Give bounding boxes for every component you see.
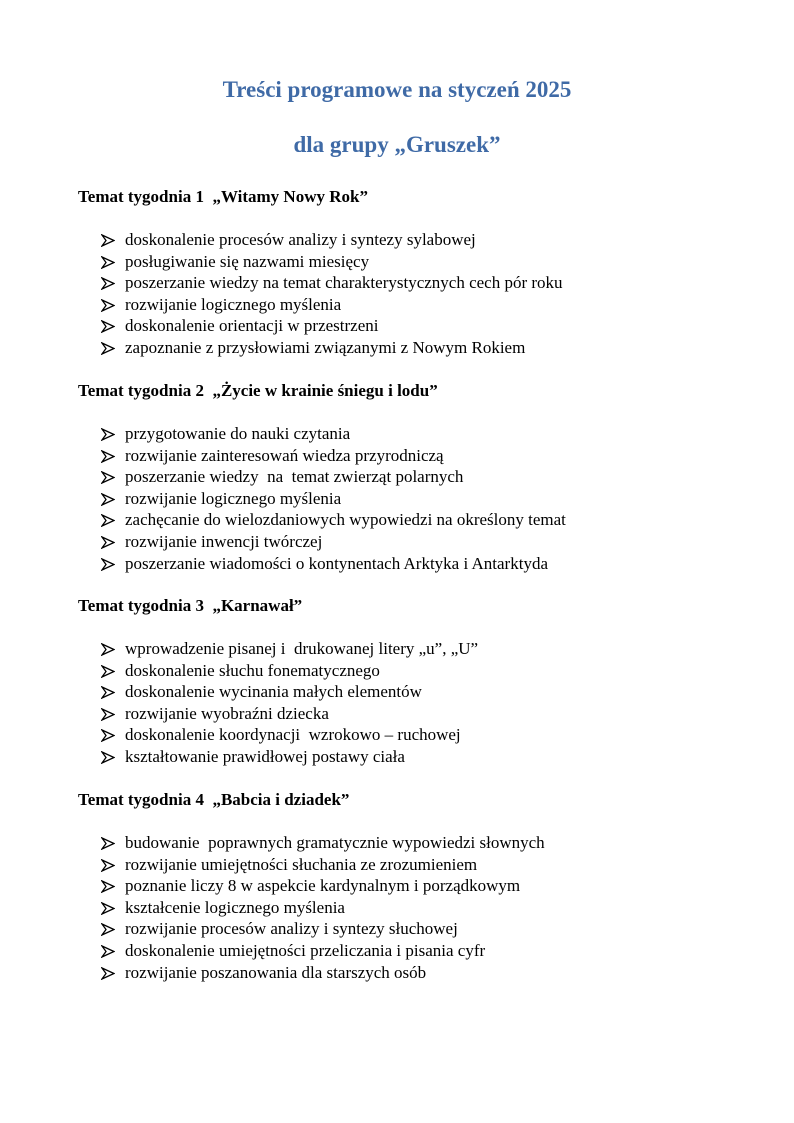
list-item bbox=[78, 423, 758, 445]
list-item bbox=[78, 746, 758, 768]
list-item bbox=[78, 531, 758, 553]
document-title: Treści programowe na styczeń 2025 bbox=[222, 77, 572, 102]
list-item-text: zachęcanie do wielozdaniowych wypowiedzi na określony temat bbox=[125, 510, 566, 530]
list-item-text: rozwijanie zainteresowań wiedza przyrodniczą bbox=[125, 445, 444, 465]
arrowhead-bullet-icon bbox=[101, 638, 117, 660]
list-item-text: doskonalenie umiejętności przeliczania i pisania cyfr bbox=[125, 940, 486, 960]
arrowhead-bullet-icon bbox=[101, 337, 117, 359]
arrowhead-bullet-icon bbox=[101, 509, 117, 531]
arrowhead-bullet-icon bbox=[101, 251, 117, 273]
list-item bbox=[78, 638, 758, 660]
list-item bbox=[78, 832, 758, 854]
arrowhead-bullet-icon bbox=[101, 229, 117, 251]
arrowhead-bullet-icon bbox=[101, 553, 117, 575]
list-item bbox=[78, 315, 758, 337]
list-item-text: doskonalenie słuchu fonematycznego bbox=[125, 660, 380, 680]
list-item bbox=[78, 897, 758, 919]
list-item-text: kształtowanie prawidłowej postawy ciała bbox=[125, 746, 405, 766]
arrowhead-bullet-icon bbox=[101, 466, 117, 488]
list-item-text: rozwijanie logicznego myślenia bbox=[125, 294, 342, 314]
week-heading: Temat tygodnia 1 „Witamy Nowy Rok” bbox=[78, 187, 368, 206]
list-item-text: rozwijanie umiejętności słuchania ze zrozumieniem bbox=[125, 854, 478, 874]
list-item-text: przygotowanie do nauki czytania bbox=[125, 424, 351, 443]
week-heading: Temat tygodnia 2 „Życie w krainie śniegu i lodu” bbox=[78, 381, 438, 400]
list-item bbox=[78, 445, 758, 467]
list-item bbox=[78, 509, 758, 531]
topic-list bbox=[78, 229, 758, 359]
arrowhead-bullet-icon bbox=[101, 488, 117, 510]
arrowhead-bullet-icon bbox=[101, 660, 117, 682]
list-item-text: poznanie liczy 8 w aspekcie kardynalnym i porządkowym bbox=[125, 876, 521, 896]
week-section-4 bbox=[78, 789, 758, 983]
arrowhead-bullet-icon bbox=[101, 294, 117, 316]
list-item bbox=[78, 251, 758, 273]
topic-list bbox=[78, 423, 758, 574]
list-item-text: kształcenie logicznego myślenia bbox=[125, 897, 345, 917]
list-item-text: doskonalenie orientacji w przestrzeni bbox=[125, 316, 379, 336]
arrowhead-bullet-icon bbox=[101, 897, 117, 919]
arrowhead-bullet-icon bbox=[101, 531, 117, 553]
list-item-text: budowanie poprawnych gramatycznie wypowiedzi słownych bbox=[125, 833, 545, 852]
list-item bbox=[78, 272, 758, 294]
list-item bbox=[78, 940, 758, 962]
arrowhead-bullet-icon bbox=[101, 832, 117, 854]
arrowhead-bullet-icon bbox=[101, 681, 117, 703]
list-item bbox=[78, 466, 758, 488]
arrowhead-bullet-icon bbox=[101, 445, 117, 467]
arrowhead-bullet-icon bbox=[101, 875, 117, 897]
list-item bbox=[78, 681, 758, 703]
arrowhead-bullet-icon bbox=[101, 272, 117, 294]
arrowhead-bullet-icon bbox=[101, 724, 117, 746]
week-section-1 bbox=[78, 186, 758, 359]
list-item bbox=[78, 875, 758, 897]
list-item bbox=[78, 337, 758, 359]
list-item-text: doskonalenie procesów analizy i syntezy sylabowej bbox=[125, 230, 476, 249]
list-item-text: poszerzanie wiedzy na temat charakterystycznych cech pór roku bbox=[125, 273, 563, 293]
week-section-3 bbox=[78, 595, 758, 768]
list-item-text: rozwijanie inwencji twórczej bbox=[125, 531, 323, 551]
arrowhead-bullet-icon bbox=[101, 423, 117, 445]
list-item bbox=[78, 660, 758, 682]
list-item-text: rozwijanie poszanowania dla starszych osób bbox=[125, 962, 427, 982]
list-item-text: poszerzanie wiedzy na temat zwierząt polarnych bbox=[125, 467, 464, 487]
list-item-text: posługiwanie się nazwami miesięcy bbox=[125, 251, 370, 271]
list-item bbox=[78, 488, 758, 510]
topic-list bbox=[78, 832, 758, 983]
list-item-text: rozwijanie logicznego myślenia bbox=[125, 488, 342, 508]
list-item-text: doskonalenie wycinania małych elementów bbox=[125, 682, 422, 702]
week-heading: Temat tygodnia 3 „Karnawał” bbox=[78, 596, 303, 615]
list-item bbox=[78, 703, 758, 725]
document-subtitle: dla grupy „Gruszek” bbox=[293, 132, 501, 157]
list-item-text: doskonalenie koordynacji wzrokowo – ruchowej bbox=[125, 725, 461, 745]
list-item bbox=[78, 724, 758, 746]
arrowhead-bullet-icon bbox=[101, 854, 117, 876]
list-item bbox=[78, 294, 758, 316]
list-item-text: poszerzanie wiadomości o kontynentach Arktyka i Antarktyda bbox=[125, 553, 548, 573]
arrowhead-bullet-icon bbox=[101, 315, 117, 337]
list-item bbox=[78, 553, 758, 575]
list-item-text: rozwijanie wyobraźni dziecka bbox=[125, 703, 329, 723]
arrowhead-bullet-icon bbox=[101, 746, 117, 768]
list-item-text: wprowadzenie pisanej i drukowanej litery „u”, „U” bbox=[125, 639, 479, 658]
list-item bbox=[78, 854, 758, 876]
arrowhead-bullet-icon bbox=[101, 940, 117, 962]
list-item-text: zapoznanie z przysłowiami związanymi z Nowym Rokiem bbox=[125, 337, 526, 357]
arrowhead-bullet-icon bbox=[101, 918, 117, 940]
topic-list bbox=[78, 638, 758, 768]
arrowhead-bullet-icon bbox=[101, 962, 117, 984]
list-item bbox=[78, 918, 758, 940]
arrowhead-bullet-icon bbox=[101, 703, 117, 725]
list-item-text: rozwijanie procesów analizy i syntezy słuchowej bbox=[125, 919, 458, 939]
list-item bbox=[78, 229, 758, 251]
week-heading: Temat tygodnia 4 „Babcia i dziadek” bbox=[78, 790, 350, 809]
week-section-2 bbox=[78, 380, 758, 574]
list-item bbox=[78, 962, 758, 984]
